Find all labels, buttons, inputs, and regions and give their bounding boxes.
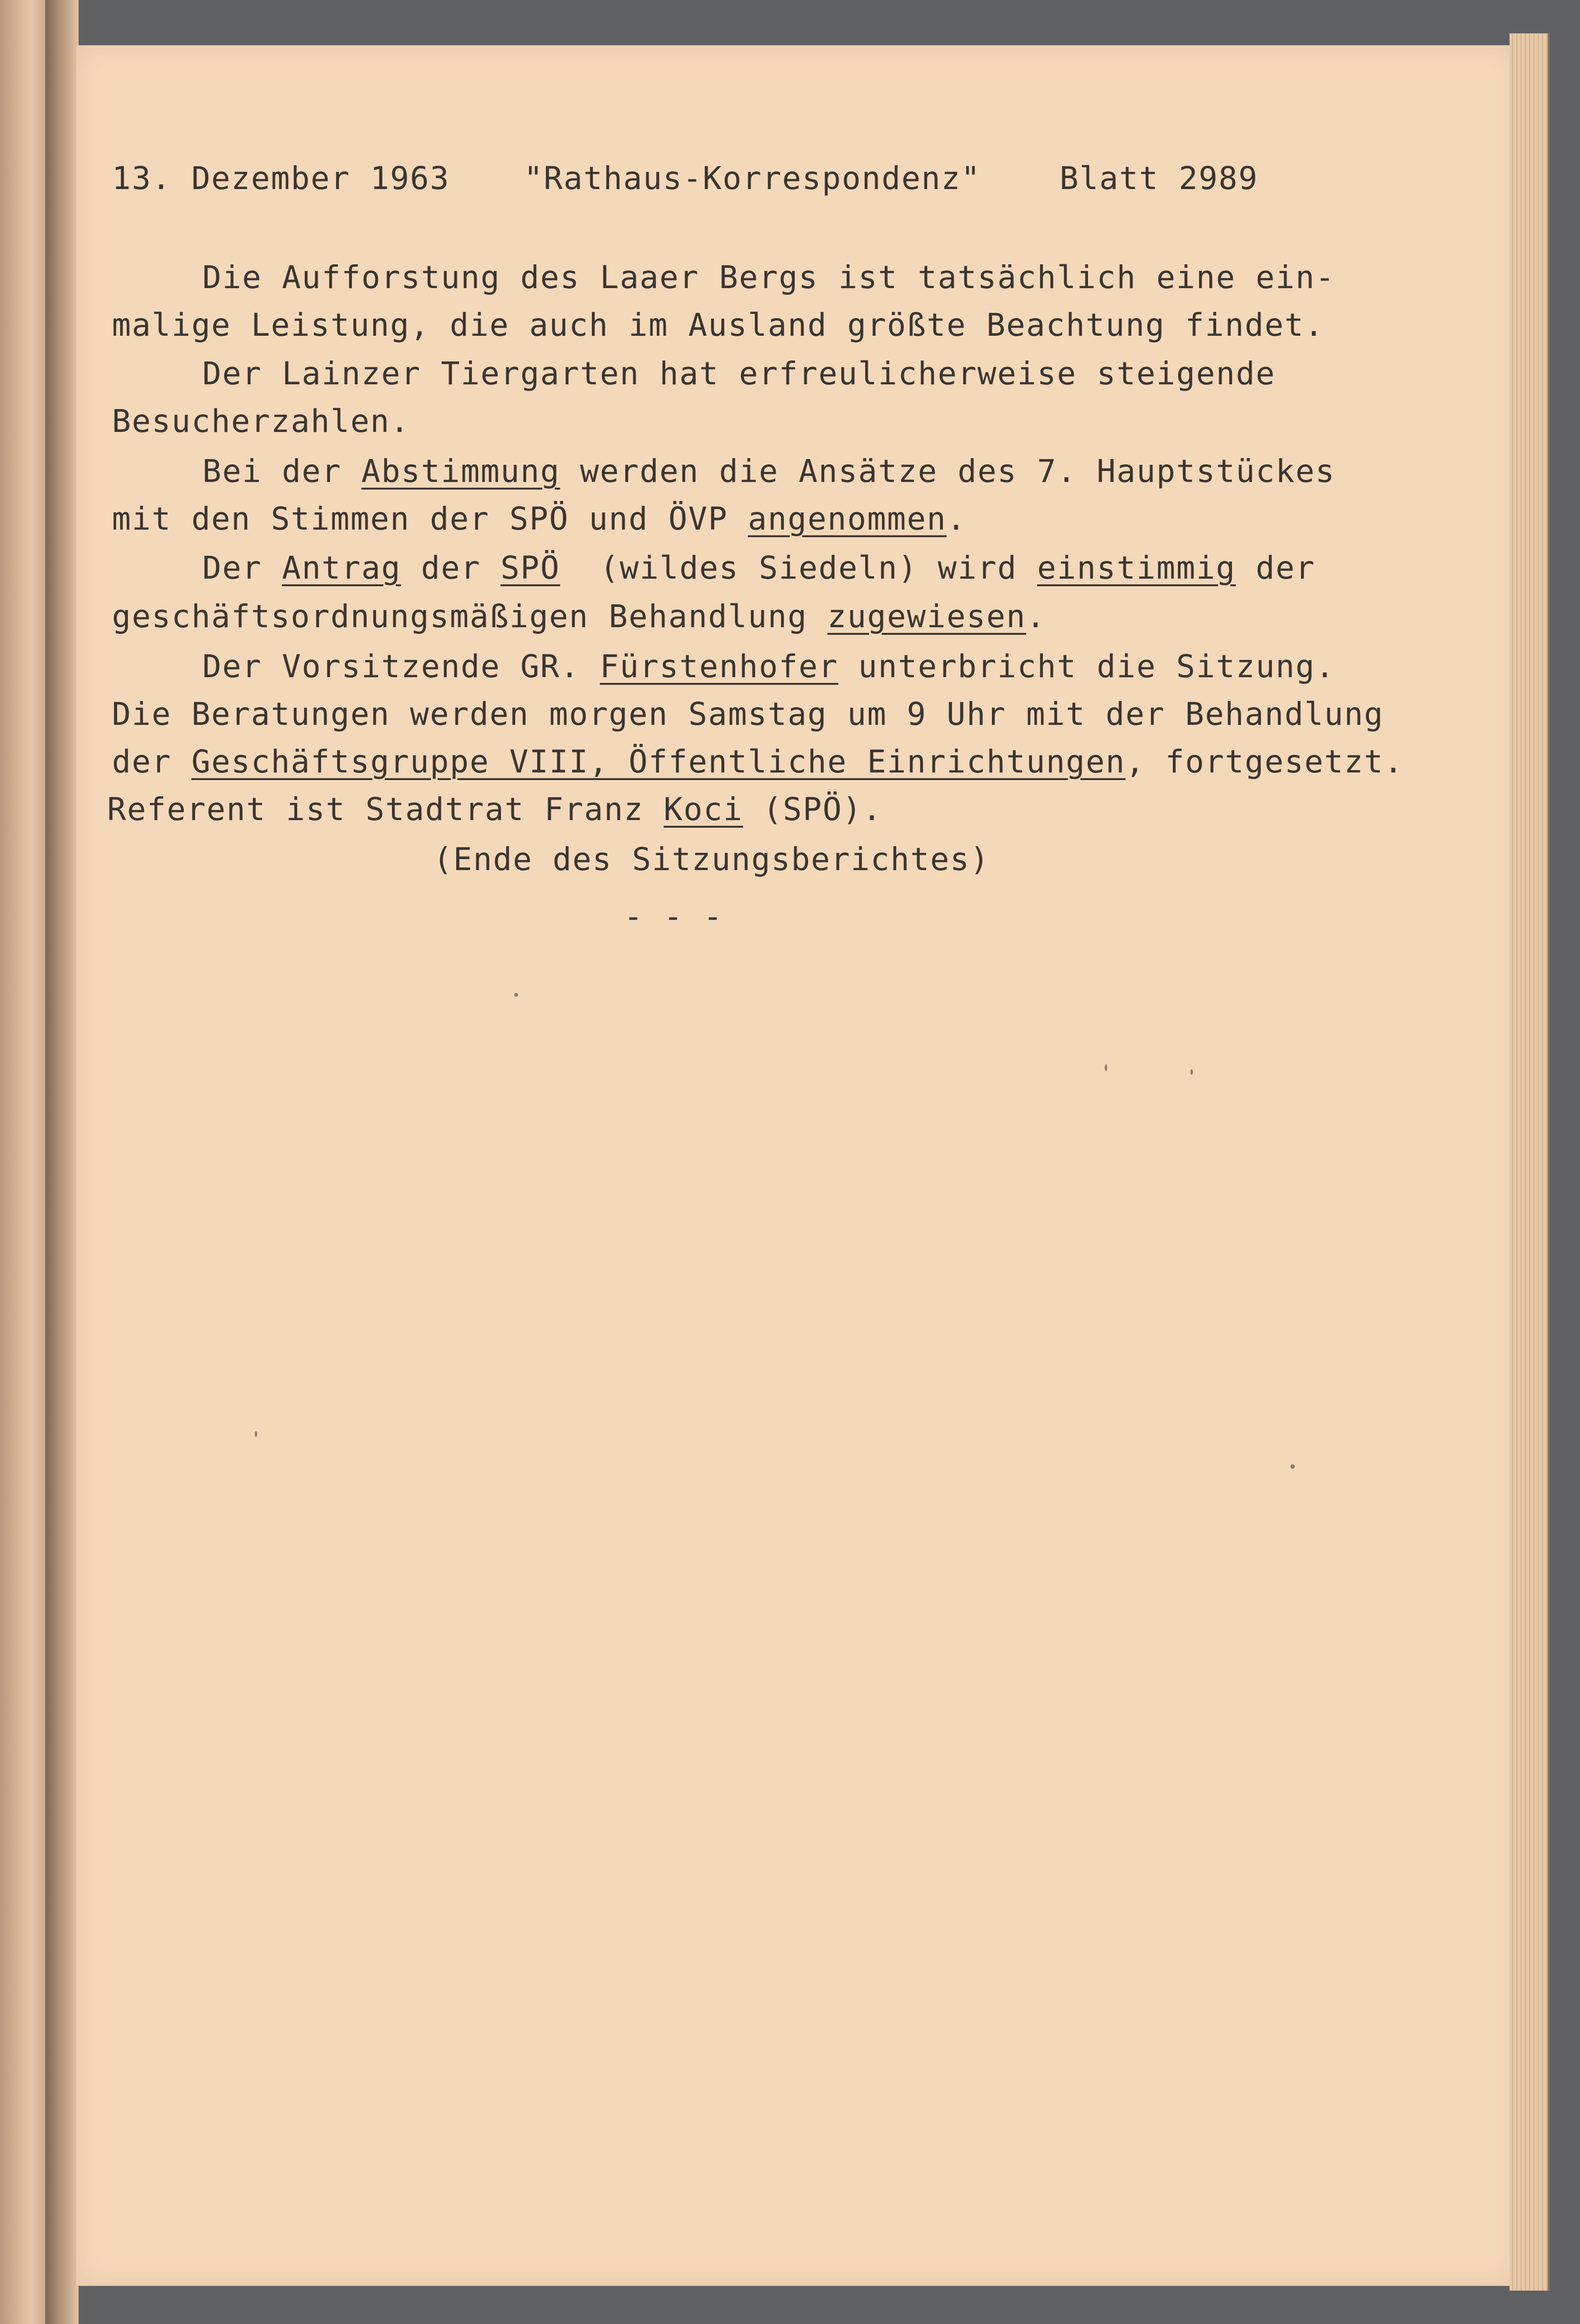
text-line: Der Lainzer Tiergarten hat erfreulicherweise steigende xyxy=(202,355,1276,392)
underlined-term: Antrag xyxy=(281,550,401,586)
header-sheet: Blatt 2989 xyxy=(1060,160,1259,197)
text-line: Die Aufforstung des Laaer Bergs ist tatsächlich eine ein- xyxy=(202,259,1335,296)
end-dashes: - - - xyxy=(624,898,723,935)
text-line: Der Vorsitzende GR. Fürstenhofer unterbricht die Sitzung. xyxy=(202,648,1335,685)
underlined-term: angenommen xyxy=(748,501,947,537)
underlined-term: einstimmig xyxy=(1037,550,1236,586)
text-line: Besucherzahlen. xyxy=(112,403,410,440)
text-line: Referent ist Stadtrat Franz Koci (SPÖ). xyxy=(107,791,882,828)
text-line: Der Antrag der SPÖ (wildes Siedeln) wird einstimmig der xyxy=(202,550,1316,586)
document-page xyxy=(76,45,1519,2286)
underlined-term: Koci xyxy=(663,791,743,828)
text-line: malige Leistung, die auch im Ausland größte Beachtung findet. xyxy=(112,307,1324,343)
underlined-term: Abstimmung xyxy=(361,453,560,490)
paper-speck xyxy=(514,993,518,997)
header-date: 13. Dezember 1963 xyxy=(112,160,450,197)
page-stack-edge xyxy=(1510,33,1550,2291)
book-gutter xyxy=(45,0,79,2324)
underlined-term: zugewiesen xyxy=(827,598,1026,635)
text-line: geschäftsordnungsmäßigen Behandlung zugewiesen. xyxy=(112,598,1046,635)
underlined-term: Fürstenhofer xyxy=(600,648,839,685)
paper-speck xyxy=(255,1431,257,1437)
paper-speck xyxy=(1105,1064,1107,1071)
text-line: Bei der Abstimmung werden die Ansätze des 7. Hauptstückes xyxy=(202,453,1335,490)
closing-note: (Ende des Sitzungsberichtes) xyxy=(433,841,990,878)
paper-speck xyxy=(1190,1069,1193,1075)
text-line: Die Beratungen werden morgen Samstag um 9 Uhr mit der Behandlung xyxy=(112,696,1384,732)
underlined-term: SPÖ xyxy=(500,550,560,586)
paper-speck xyxy=(1290,1464,1295,1469)
left-page-edge xyxy=(0,0,45,2324)
text-line: der Geschäftsgruppe VIII, Öffentliche Einrichtungen, fortgesetzt. xyxy=(112,743,1404,780)
header-publication: "Rathaus-Korrespondenz" xyxy=(524,160,981,197)
text-line: mit den Stimmen der SPÖ und ÖVP angenommen. xyxy=(112,501,967,537)
typed-text xyxy=(76,45,1519,2286)
underlined-term: Geschäftsgruppe VIII, Öffentliche Einrichtungen xyxy=(191,743,1126,780)
